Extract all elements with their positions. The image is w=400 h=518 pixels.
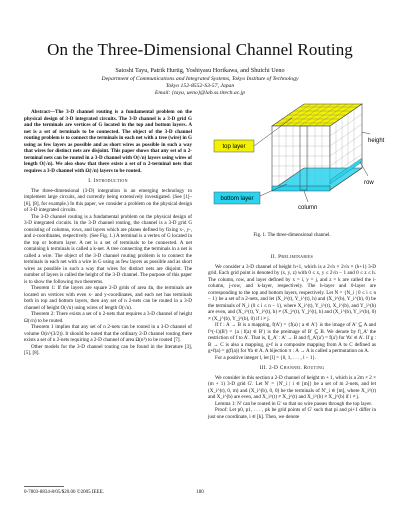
paragraph: The 3-D channel routing is a fundamental problem on the physical design of 3-D integrated circuits. In the 3-D channel routing, the channel is a 3-D grid G consisting of columns, rows, and layers which are planes defined by fixing x-, y-, and z-coordinates, respectively. (See Fig. 1.) A terminal is a vertex of G located in the top or bottom layer. A net is a set of terminals to be connected. A net containing k terminals is called a k-net. A tree connecting the terminals in a net is called a wire. The object of the 3-D channel routing problem is to connect the terminals in each net with a wire in G using as few layers as possible and as short wires as possible in such a way that wires for distinct nets are disjoint. The number of layers is called the height of the 3-D channel. The purpose of this paper is to show the following two theorems.: [24, 213, 192, 285]
paragraph: Other models for the 3-D channel routing can be found in the literature [3], [5], [8].: [24, 343, 192, 356]
paragraph: The three-dimensional (3-D) integration is an emerging technology to implement large circuits, and currently being extensively investigated. (See [1]–[6], [8], for example.) In this paper, we consider a problem on the physical design of 3-D integrated circuits.: [24, 187, 192, 213]
paper-title: On the Three-Dimensional Channel Routing: [47, 40, 353, 59]
authors: Satoshi Tayu, Patrik Hurtig, Yoshiyasu Horikawa, and Shuichi Ueno: [115, 67, 285, 74]
bottom-layer-label: bottom layer: [220, 196, 254, 202]
channel-figure: [212, 96, 385, 244]
affiliation-line: Department of Communications and Integrated Systems, Tokyo Institute of Technology: [101, 75, 299, 82]
affiliation-line: Tokyo 152-8552-S3-57, Japan: [165, 82, 235, 89]
row-label: row: [364, 180, 374, 186]
email-line: Email: {tayu, ueno}@lab.ss.titech.ac.jp: [154, 90, 246, 97]
height-label: height: [368, 138, 385, 144]
top-layer-label: top layer: [222, 144, 246, 150]
right-column: [208, 250, 376, 420]
section-heading-introduction: I. Introduction: [88, 178, 128, 184]
paragraph: We consider a 3-D channel of height h+1, which is a 2√n × 2√n × (h+1) 3-D grid. Each grid point is denoted by (x, y, z) with 0 ≤ x, y ≤ 2√n − 1 and 0 ≤ z ≤ h. The column, row, and layer defined by x = i, y = j, and z = k are called the i-column, j-row, and k-layer, respectively. The h-layer and 0-layer are corresponding to the top and bottom layers, respectively. Let N = {N_i | 0 ≤ i ≤ n − 1} be a set of n 2-nets, and let (X_i^(t), Y_i^(t), h) and (X_i^(b), Y_i^(b), 0) be the terminals of N_i (0 ≤ i ≤ n − 1), where X_i^(t), Y_i^(t), X_i^(b), and Y_i^(b) are even, and (X_i^(t), Y_i^(t), h) ≠ (X_j^(t), Y_j^(t), h) and (X_i^(b), Y_i^(b), 0) ≠ (X_j^(b), Y_j^(b), 0) if i ≠ j.: [208, 263, 376, 322]
footer-rule: [24, 486, 64, 487]
column-pointer: [304, 191, 308, 202]
page-number: 180: [196, 490, 204, 495]
height-pointer: [362, 132, 370, 134]
column-label: column: [298, 205, 318, 211]
section-heading-preliminaries: II. Preliminaries: [270, 254, 314, 260]
figure-caption: Fig. 1. The three-dimensional channel.: [253, 233, 331, 238]
abstract: Abstract—The 3-D channel routing is a fundamental problem on the physical design of 3-D integrated circuits. The 3-D channel is a 3-D grid G and the terminals are vertices of G located in the top and bottom layers. A net is a set of terminals to be connected. The object of the 3-D channel routing problem is to connect the terminals in each net with a tree (wire) in G using as few layers as possible and as short wires as possible in such a way that wires for distinct nets are disjoint. This paper shows that any set of n 2-terminal nets can be routed in a 3-D channel with O(√n) layers using wires of length O(√n). We also show that there exists a set of n 2-terminal nets that requires a 3-D channel with Ω(√n) layers to be routed.: [24, 109, 192, 174]
theorem: Theorem 1: If the layers are square 2-D grids of area 4n, the terminals are located on vertices with even x- and y-coordinates, and each net has terminals both in top and bottom layers, then any set of n 2-nets can be routed in a 3-D channel of height O(√n) using wires of length O(√n).: [24, 285, 192, 311]
theorem: Theorem 2: There exists a set of n 2-nets that requires a 3-D channel of height Ω(√n) to be routed.: [24, 311, 192, 324]
paragraph: If f : A → B is a mapping, f(A') = {f(a) | a ∈ A'} is the image of A' ⊆ A and f^(-1)(B') = {a | f(a) ∈ B'} is the preimage of B' ⊆ B. We denote by f|_A' the restriction of f to A'. That is, f|_A' : A' → B and f|_A'(a') = f(a') for ∀a' ∈ A'. If g : B → C is also a mapping, g∘f is a composite mapping from A to C defined as g∘f(a) = g(f(a)) for ∀a ∈ A. A bijection π : A → A is called a permutation on A.: [208, 322, 376, 354]
proof: Proof: Let p0, p1, . . . , pk be grid points of G' such that pi and pi+1 differ in just one coordinate, i ∈ [k]. Then, we denote: [208, 407, 376, 420]
section-heading-2d-channel-routing: III. 2-D Channel Routing: [259, 365, 325, 371]
affiliation: [0, 76, 400, 98]
left-column: [24, 109, 192, 357]
row-pointer: [360, 162, 368, 176]
paragraph: For a positive integer l, let [l] = {0, 1, . . . , l − 1}.: [215, 354, 317, 361]
paragraph: We consider in this section a 2-D channel of height m + 1, which is a 2m × 2 × (m + 1) 3-D grid G'. Let N' = {N'_i | i ∈ [m]} be a set of m 2-nets, and let (X_i^(t), 0, m) and (X_i^(b), 0, 0) be the terminals of N'_i ∈ [m], where X_i^(t) and X_i^(b) are even, and X_i^(t) ≠ X_j^(t) and X_i^(b) ≠ X_j^(b) if i ≠ j.: [208, 374, 376, 400]
lemma: Lemma 1: N' can be routed in G' so that no wire passes through the top layer.: [215, 400, 373, 407]
paragraph: Theorem 1 implies that any set of n 2-nets can be routed in a 3-D channel of volume O(n^(3/2)). It should be noted that the ordinary 2-D channel routing there exists a set of n 2-nets requiring a 2-D channel of area Ω(n²) to be routed [7].: [24, 324, 192, 343]
isbn-notice: 0-7803-8834-8/05/$20.00 ©2005 IEEE.: [24, 490, 104, 495]
